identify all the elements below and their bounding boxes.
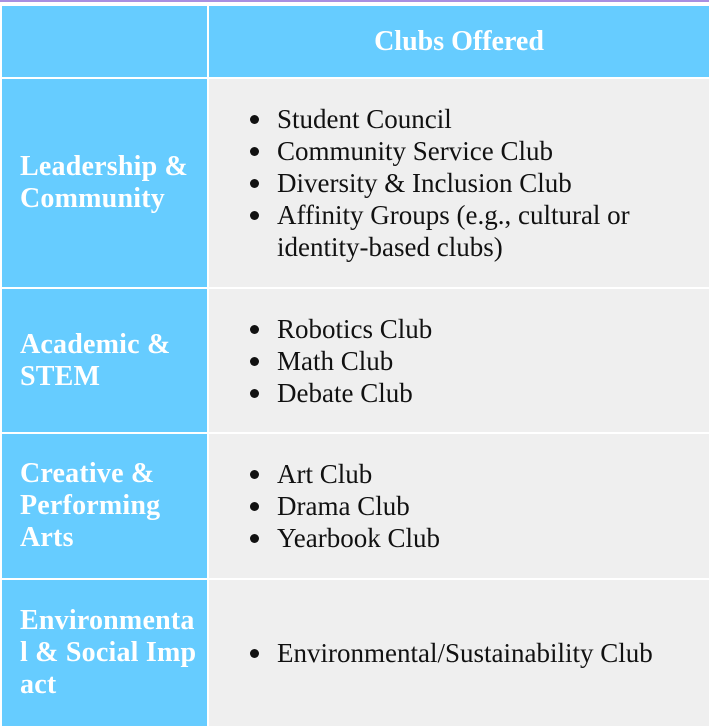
list-item xyxy=(277,103,709,135)
clubs-cell xyxy=(208,433,709,579)
table-header-row xyxy=(1,5,709,78)
clubs-cell xyxy=(208,288,709,433)
bullet-icon xyxy=(250,115,259,124)
bullet-icon xyxy=(250,649,259,658)
bullet-icon xyxy=(250,470,259,479)
club-name: Diversity & Inclusion Club xyxy=(277,168,572,198)
table-row xyxy=(1,579,709,727)
club-name: Art Club xyxy=(277,459,373,489)
category-cell: Academic & STEM xyxy=(1,288,208,433)
clubs-list xyxy=(209,458,709,554)
club-name: Debate Club xyxy=(277,377,413,408)
clubs-cell xyxy=(208,78,709,288)
table-row xyxy=(1,433,709,579)
club-name: Robotics Club xyxy=(277,313,433,344)
club-name: Student Council xyxy=(277,104,452,134)
header-category-cell xyxy=(1,5,208,78)
club-name: Affinity Groups (e.g., cultural or identity-based clubs) xyxy=(277,200,630,262)
club-name: Yearbook Club xyxy=(277,523,441,553)
bullet-icon xyxy=(250,534,259,543)
list-item xyxy=(277,522,709,554)
list-item xyxy=(277,313,709,345)
list-item xyxy=(277,490,709,522)
table-row xyxy=(1,288,709,433)
header-title: Clubs Offered xyxy=(208,5,709,78)
list-item xyxy=(277,135,709,167)
category-cell: Creative & Performing Arts xyxy=(1,433,208,579)
clubs-cell xyxy=(208,579,709,727)
list-item xyxy=(277,199,709,263)
list-item xyxy=(277,458,709,490)
bullet-icon xyxy=(250,502,259,511)
bullet-icon xyxy=(250,179,259,188)
clubs-list xyxy=(209,313,709,409)
clubs-list xyxy=(209,103,709,263)
bullet-icon xyxy=(250,325,259,334)
list-item xyxy=(277,637,709,669)
club-name: Drama Club xyxy=(277,491,410,521)
category-cell: Leadership & Community xyxy=(1,78,208,288)
table-row xyxy=(1,78,709,288)
bullet-icon xyxy=(250,389,259,398)
bullet-icon xyxy=(250,211,259,220)
club-name: Environmental/Sustainability Club xyxy=(277,638,653,668)
bullet-icon xyxy=(250,147,259,156)
clubs-table xyxy=(0,4,709,728)
club-name: Community Service Club xyxy=(277,136,553,166)
club-name: Math Club xyxy=(277,345,394,376)
list-item xyxy=(277,377,709,409)
clubs-list xyxy=(209,637,709,669)
list-item xyxy=(277,167,709,199)
list-item xyxy=(277,345,709,377)
bullet-icon xyxy=(250,357,259,366)
category-cell: Environmental & Social Impact xyxy=(1,579,208,727)
